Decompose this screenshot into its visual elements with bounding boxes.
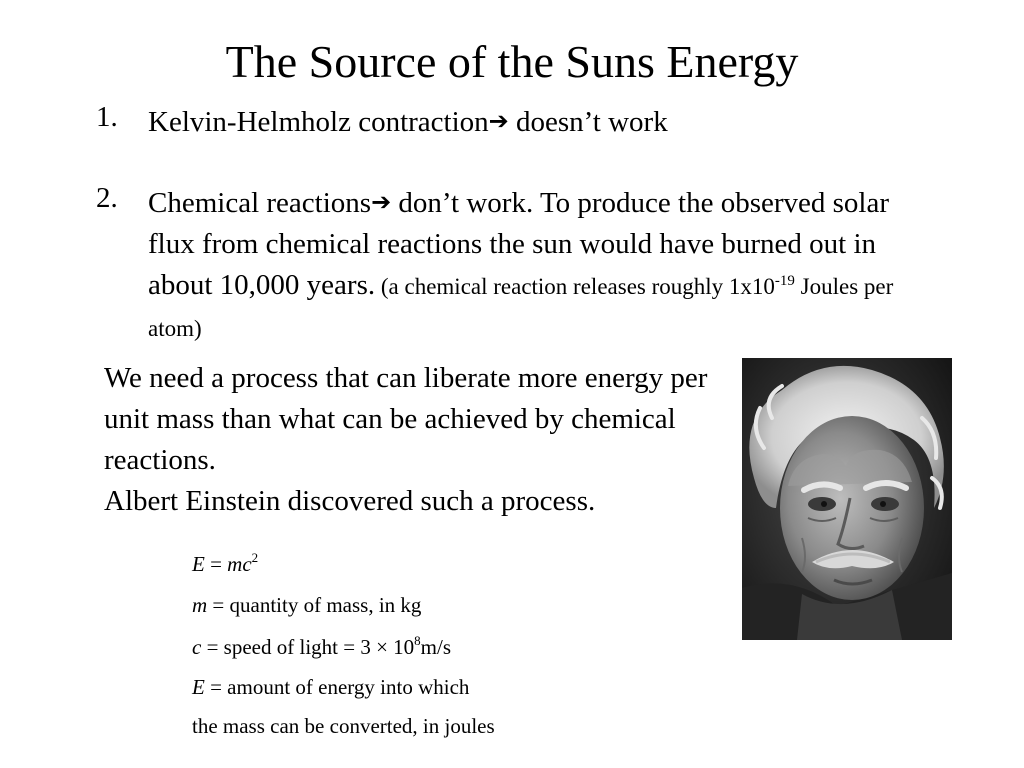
- einstein-paragraph: [104, 358, 724, 522]
- footnote-text-a: (a chemical reaction releases roughly 1x10: [375, 274, 775, 299]
- list-item-kelvin-helmholz: [96, 101, 936, 143]
- symbol-energy: E: [192, 675, 205, 699]
- portrait-illustration: [742, 358, 952, 640]
- right-arrow-icon: ➔: [371, 188, 392, 216]
- symbol-c: c: [192, 635, 202, 659]
- list-number: 1.: [96, 101, 118, 133]
- list-item-text-continued: don’t work. To produce the observed solar flux from chemical reactions the sun would have burned out in about 10,000 years.: [148, 187, 890, 301]
- equals-sign: =: [204, 675, 228, 699]
- equation-e-equals-mc2: [192, 551, 258, 577]
- speed-unit: m/s: [420, 635, 452, 659]
- mass-definition-text: quantity of mass, in kg: [229, 593, 422, 617]
- equation-mass-definition: [192, 592, 421, 618]
- list-item-body: [148, 182, 936, 349]
- paragraph-line-1: We need a process that can liberate more energy per unit mass than what can be achieved by chemical reactions.: [104, 362, 708, 476]
- list-number: 2.: [96, 182, 118, 214]
- exponent-eight: 8: [414, 633, 421, 648]
- equals-sign: =: [207, 593, 230, 617]
- list-item-tail: doesn’t work: [508, 106, 668, 138]
- equation-energy-definition-continued: the mass can be converted, in joules: [192, 714, 495, 738]
- footnote-exponent: -19: [774, 273, 795, 289]
- equals-sign: =: [204, 552, 228, 576]
- slide-title: The Source of the Suns Energy: [225, 36, 799, 87]
- symbol-mass: m: [192, 593, 208, 617]
- paragraph-line-2: Albert Einstein discovered such a process.: [104, 485, 596, 517]
- einstein-portrait-photo: [742, 358, 952, 640]
- equals-sign: =: [201, 635, 224, 659]
- right-arrow-icon: ➔: [488, 107, 509, 135]
- list-item-chemical-reactions: [96, 182, 936, 349]
- list-item-text: Kelvin-Helmholz contraction: [148, 106, 489, 138]
- speed-of-light-text: speed of light = 3 × 10: [223, 635, 415, 659]
- energy-definition-text: amount of energy into which: [227, 675, 470, 699]
- list-item-text: Chemical reactions: [148, 187, 372, 219]
- list-item-body: [148, 101, 936, 143]
- equation-speed-of-light: [192, 634, 451, 660]
- footnote-text-b: Joules per atom): [148, 274, 894, 341]
- exponent-two: 2: [251, 550, 259, 565]
- symbol-energy: E: [192, 552, 205, 576]
- symbol-mc: mc: [227, 552, 252, 576]
- equation-energy-definition: [192, 674, 469, 700]
